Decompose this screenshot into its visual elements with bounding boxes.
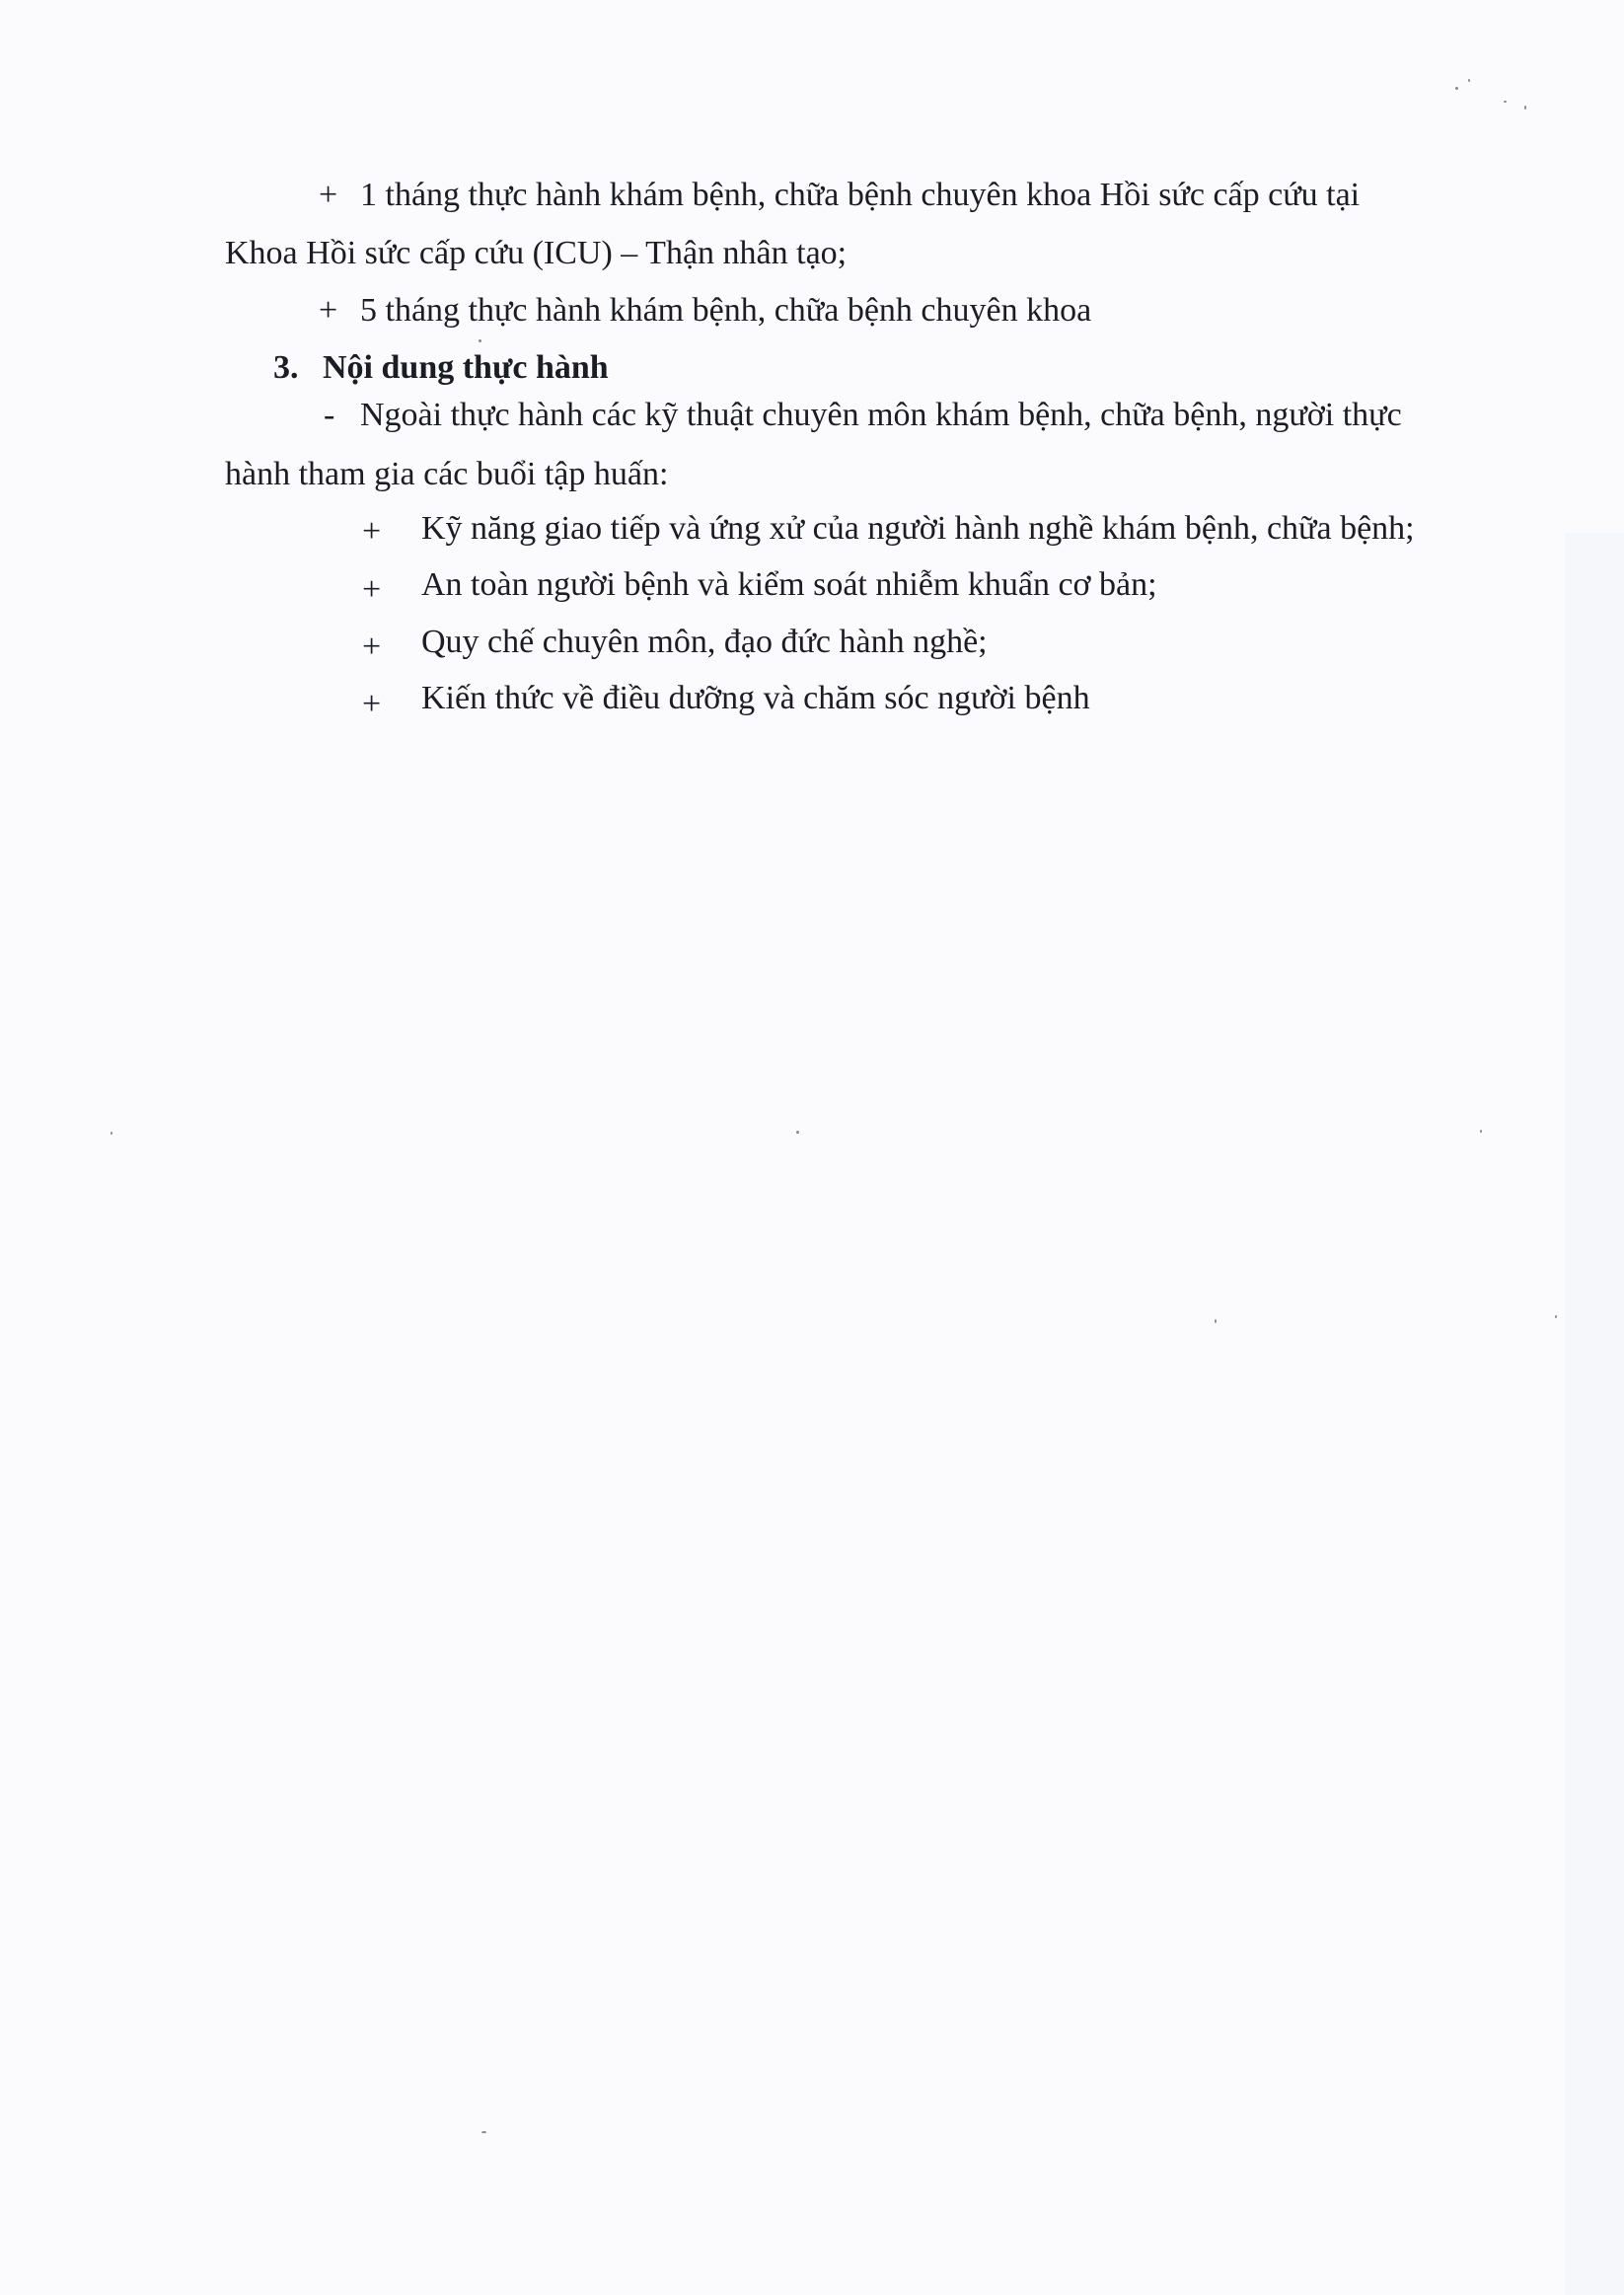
list-marker: +: [362, 571, 382, 608]
list-marker: +: [362, 686, 382, 722]
training-item: Kiến thức về điều dưỡng và chăm sóc người bệnh: [421, 680, 1090, 716]
list-item-continuation: Khoa Hồi sức cấp cứu (ICU) – Thận nhân tạo;: [225, 235, 848, 271]
list-marker: +: [362, 629, 382, 665]
list-marker: +: [319, 292, 338, 329]
training-item: Kỹ năng giao tiếp và ứng xử của người hành nghề khám bệnh, chữa bệnh;: [421, 510, 1415, 547]
list-item-text: 5 tháng thực hành khám bệnh, chữa bệnh chuyên khoa: [360, 292, 1092, 329]
paragraph-line: hành tham gia các buổi tập huấn:: [225, 456, 669, 492]
list-marker: +: [362, 513, 382, 550]
paragraph-line: Ngoài thực hành các kỹ thuật chuyên môn khám bệnh, chữa bệnh, người thực: [360, 397, 1402, 433]
section-number: 3.: [273, 349, 299, 386]
list-item-text: [360, 176, 1463, 215]
list-item-line: 1 tháng thực hành khám bệnh, chữa bệnh chuyên khoa Hồi sức cấp cứu tại: [360, 177, 1361, 213]
training-item: An toàn người bệnh và kiểm soát nhiễm khuẩn cơ bản;: [421, 566, 1157, 603]
list-marker: +: [319, 177, 338, 213]
training-item: Quy chế chuyên môn, đạo đức hành nghề;: [421, 624, 988, 660]
section-title: Nội dung thực hành: [323, 349, 609, 386]
paragraph-marker: -: [324, 397, 335, 433]
